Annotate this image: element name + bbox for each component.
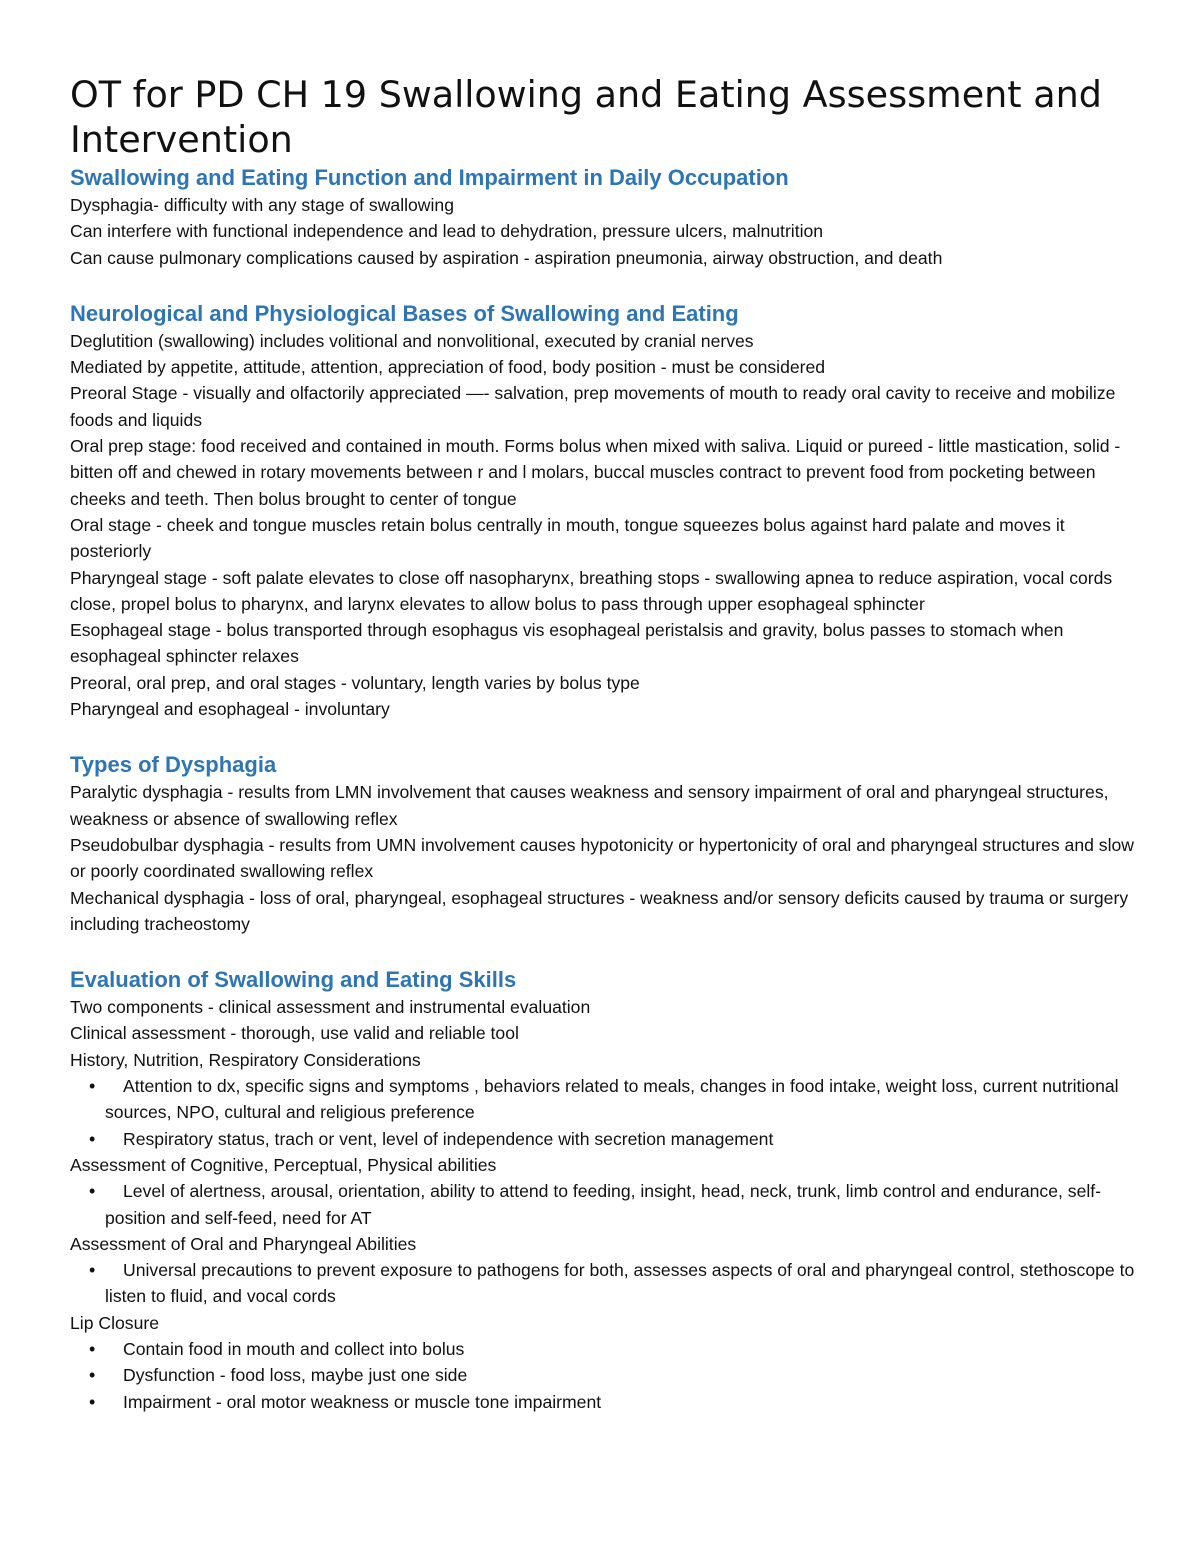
list-item-text: Level of alertness, arousal, orientation, ability to attend to feeding, insight, head, neck, trunk, limb control and endurance, self-position and self-feed, need for AT — [105, 1181, 1102, 1228]
bullet-icon: • — [89, 1260, 96, 1281]
bullet-list — [70, 1257, 1140, 1310]
section-heading: Neurological and Physiological Bases of Swallowing and Eating — [70, 300, 739, 326]
section-heading: Types of Dysphagia — [70, 752, 277, 778]
section-types-of-dysphagia — [70, 751, 1140, 937]
body-line: Paralytic dysphagia - results from LMN involvement that causes weakness and sensory impairment of oral and pharyngeal structures, weakness or absence of swallowing reflex — [70, 782, 1109, 829]
list-item-text: Respiratory status, trach or vent, level of independence with secretion management — [123, 1128, 774, 1149]
list-item — [70, 1257, 1140, 1310]
body-line: Dysphagia- difficulty with any stage of swallowing — [70, 195, 454, 215]
bullet-list — [70, 1336, 1140, 1415]
group-label: Assessment of Cognitive, Perceptual, Physical abilities — [70, 1154, 497, 1175]
section-neuro-physio-bases — [70, 300, 1140, 722]
bullet-icon: • — [89, 1128, 96, 1149]
bullet-list — [70, 1178, 1140, 1231]
body-line: Preoral Stage - visually and olfactorily appreciated —- salvation, prep movements of mouth to ready oral cavity to receive and mobilize foods and liquids — [70, 383, 1116, 430]
bullet-list — [70, 1073, 1140, 1152]
body-line: Esophageal stage - bolus transported through esophagus vis esophageal peristalsis and gravity, bolus passes to stomach when esophageal sphincter relaxes — [70, 620, 1064, 667]
body-line: Mediated by appetite, attitude, attention, appreciation of food, body position - must be considered — [70, 357, 826, 378]
list-item-text: Universal precautions to prevent exposure to pathogens for both, assesses aspects of oral and pharyngeal control, stethoscope to listen to fluid, and vocal cords — [105, 1260, 1135, 1307]
body-line: Pharyngeal and esophageal - involuntary — [70, 699, 390, 720]
section-heading: Swallowing and Eating Function and Impairment in Daily Occupation — [70, 165, 789, 190]
list-item — [70, 1073, 1140, 1126]
group-label: History, Nutrition, Respiratory Considerations — [70, 1049, 421, 1070]
body-line: Two components - clinical assessment and instrumental evaluation — [70, 997, 591, 1018]
section-heading: Evaluation of Swallowing and Eating Skills — [70, 967, 517, 993]
list-item — [70, 1178, 1140, 1231]
list-item — [70, 1336, 1140, 1362]
group-label: Lip Closure — [70, 1312, 159, 1333]
body-line: Oral prep stage: food received and contained in mouth. Forms bolus when mixed with saliva. Liquid or pureed - little mastication, solid - bitten off and chewed in rotary movements between r and l molars, buccal muscles contract to prevent food from pocketing between cheeks and teeth. Then bolus brought to center of tongue — [70, 436, 1121, 509]
list-item-text: Impairment - oral motor weakness or muscle tone impairment — [123, 1391, 602, 1412]
list-item — [70, 1126, 1140, 1152]
list-item-text: Dysfunction - food loss, maybe just one side — [123, 1365, 468, 1386]
body-line: Preoral, oral prep, and oral stages - voluntary, length varies by bolus type — [70, 672, 640, 693]
body-line: Can cause pulmonary complications caused by aspiration - aspiration pneumonia, airway obstruction, and death — [70, 247, 943, 268]
bullet-icon: • — [89, 1076, 96, 1097]
body-line: Oral stage - cheek and tongue muscles retain bolus centrally in mouth, tongue squeezes bolus against hard palate and moves it posteriorly — [70, 514, 1065, 562]
list-item-text: Attention to dx, specific signs and symptoms , behaviors related to meals, changes in food intake, weight loss, current nutritional sources, NPO, cultural and religious preference — [105, 1076, 1119, 1123]
body-line: Can interfere with functional independence and lead to dehydration, pressure ulcers, malnutrition — [70, 221, 824, 242]
bullet-icon: • — [89, 1365, 96, 1386]
body-line: Clinical assessment - thorough, use valid and reliable tool — [70, 1023, 519, 1044]
group-label: Assessment of Oral and Pharyngeal Abilities — [70, 1233, 417, 1254]
body-line: Pseudobulbar dysphagia - results from UMN involvement causes hypotonicity or hypertonicity of oral and pharyngeal structures and slow or poorly coordinated swallowing reflex — [70, 834, 1134, 882]
section-evaluation — [70, 966, 1140, 1415]
bullet-icon: • — [89, 1391, 96, 1412]
body-line: Mechanical dysphagia - loss of oral, pharyngeal, esophageal structures - weakness and/or sensory deficits caused by trauma or surgery including tracheostomy — [70, 887, 1129, 934]
list-item — [70, 1389, 1140, 1415]
bullet-icon: • — [89, 1338, 96, 1359]
section-function-impairment — [70, 164, 1140, 271]
list-item-text: Contain food in mouth and collect into bolus — [123, 1338, 465, 1359]
list-item — [70, 1362, 1140, 1388]
document-page — [70, 72, 1140, 1415]
bullet-icon: • — [89, 1181, 96, 1202]
document-title: OT for PD CH 19 Swallowing and Eating Assessment and Intervention — [70, 73, 1102, 161]
body-line: Deglutition (swallowing) includes volitional and nonvolitional, executed by cranial nerves — [70, 330, 754, 351]
body-line: Pharyngeal stage - soft palate elevates to close off nasopharynx, breathing stops - swallowing apnea to reduce aspiration, vocal cords close, propel bolus to pharynx, and larynx elevates to allow bolus to pass through upper esophageal sphincter — [70, 567, 1113, 614]
